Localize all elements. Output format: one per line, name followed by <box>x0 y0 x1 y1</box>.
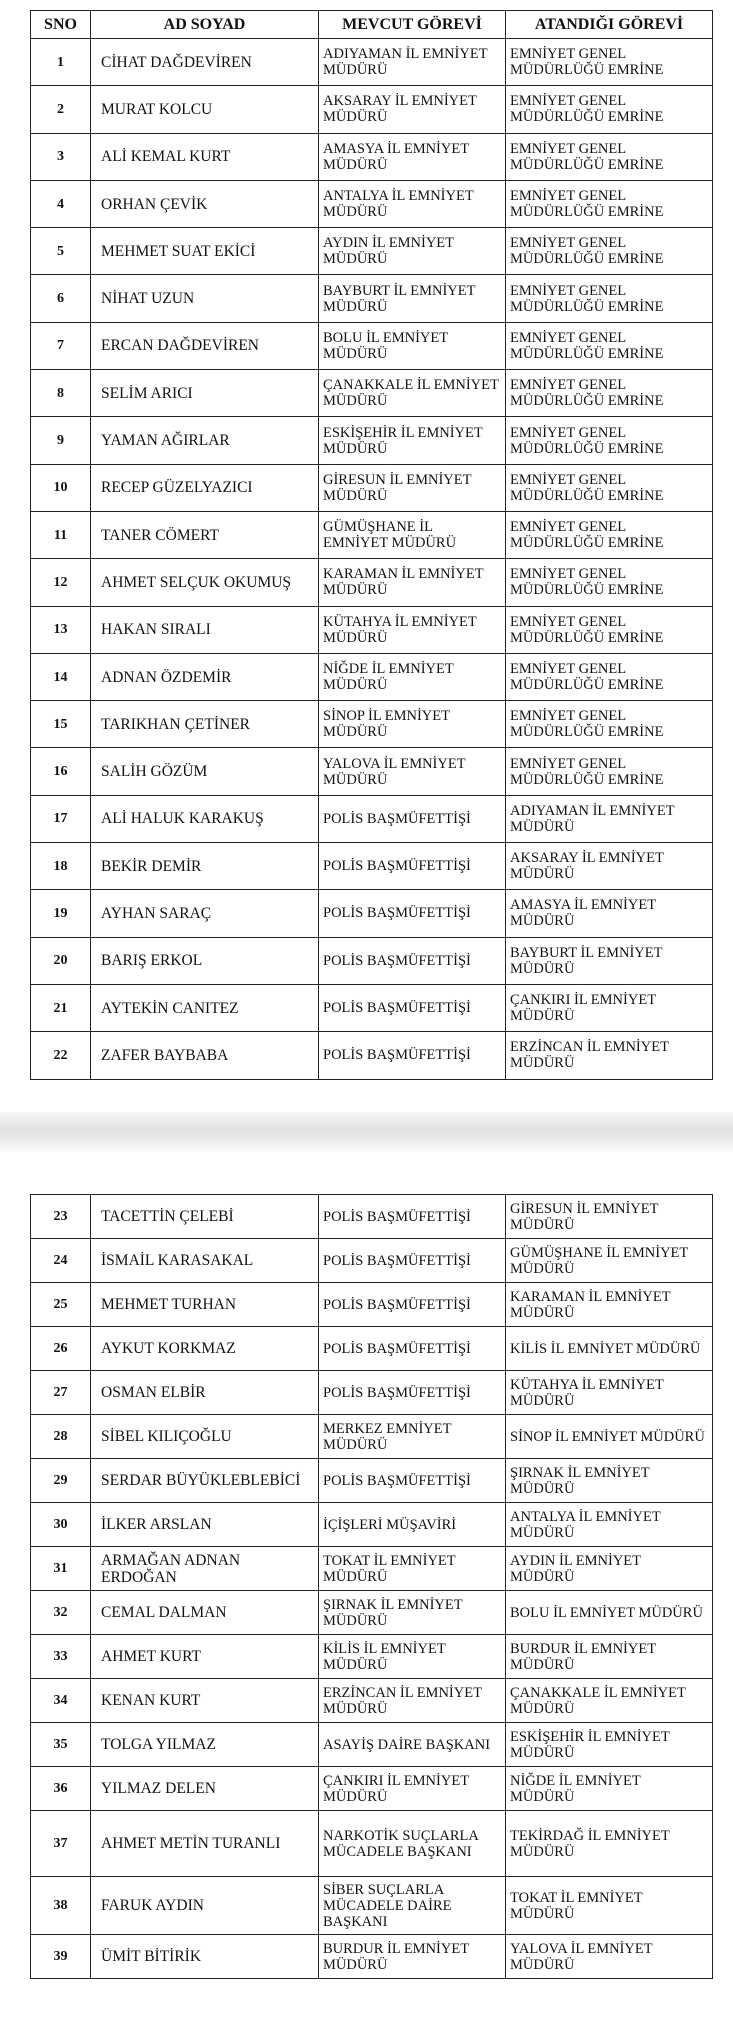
assigned-position: KİLİS İL EMNİYET MÜDÜRÜ <box>506 1327 713 1371</box>
current-position: ERZİNCAN İL EMNİYET MÜDÜRÜ <box>319 1679 506 1723</box>
current-position: BURDUR İL EMNİYET MÜDÜRÜ <box>319 1935 506 1979</box>
current-position: POLİS BAŞMÜFETTİŞİ <box>319 1327 506 1371</box>
person-name: CİHAT DAĞDEVİREN <box>91 39 319 86</box>
person-name: ALİ KEMAL KURT <box>91 133 319 180</box>
table-row <box>31 795 713 842</box>
person-name: AYHAN SARAÇ <box>91 890 319 937</box>
current-position: POLİS BAŞMÜFETTİŞİ <box>319 1283 506 1327</box>
row-number: 7 <box>31 322 91 369</box>
row-number: 21 <box>31 984 91 1031</box>
current-position: POLİS BAŞMÜFETTİŞİ <box>319 1195 506 1239</box>
assigned-position: TOKAT İL EMNİYET MÜDÜRÜ <box>506 1877 713 1935</box>
row-number: 39 <box>31 1935 91 1979</box>
person-name: OSMAN ELBİR <box>91 1371 319 1415</box>
table-row <box>31 1723 713 1767</box>
assigned-position: EMNİYET GENEL MÜDÜRLÜĞÜ EMRİNE <box>506 464 713 511</box>
assigned-position: AKSARAY İL EMNİYET MÜDÜRÜ <box>506 843 713 890</box>
assigned-position: GİRESUN İL EMNİYET MÜDÜRÜ <box>506 1195 713 1239</box>
current-position: TOKAT İL EMNİYET MÜDÜRÜ <box>319 1547 506 1591</box>
current-position: YALOVA İL EMNİYET MÜDÜRÜ <box>319 748 506 795</box>
current-position: KİLİS İL EMNİYET MÜDÜRÜ <box>319 1635 506 1679</box>
assigned-position: EMNİYET GENEL MÜDÜRLÜĞÜ EMRİNE <box>506 748 713 795</box>
current-position: ÇANAKKALE İL EMNİYET MÜDÜRÜ <box>319 370 506 417</box>
assigned-position: BOLU İL EMNİYET MÜDÜRÜ <box>506 1591 713 1635</box>
person-name: AHMET SELÇUK OKUMUŞ <box>91 559 319 606</box>
row-number: 20 <box>31 937 91 984</box>
assigned-position: BAYBURT İL EMNİYET MÜDÜRÜ <box>506 937 713 984</box>
row-number: 4 <box>31 180 91 227</box>
person-name: HAKAN SIRALI <box>91 606 319 653</box>
row-number: 11 <box>31 511 91 558</box>
person-name: BARIŞ ERKOL <box>91 937 319 984</box>
assigned-position: EMNİYET GENEL MÜDÜRLÜĞÜ EMRİNE <box>506 322 713 369</box>
current-position: POLİS BAŞMÜFETTİŞİ <box>319 984 506 1031</box>
person-name: NİHAT UZUN <box>91 275 319 322</box>
table-row <box>31 1767 713 1811</box>
table-header-row <box>31 11 713 39</box>
assigned-position: AMASYA İL EMNİYET MÜDÜRÜ <box>506 890 713 937</box>
assigned-position: ESKİŞEHİR İL EMNİYET MÜDÜRÜ <box>506 1723 713 1767</box>
assigned-position: BURDUR İL EMNİYET MÜDÜRÜ <box>506 1635 713 1679</box>
assigned-position: GÜMÜŞHANE İL EMNİYET MÜDÜRÜ <box>506 1239 713 1283</box>
row-number: 3 <box>31 133 91 180</box>
current-position: POLİS BAŞMÜFETTİŞİ <box>319 843 506 890</box>
table-row <box>31 417 713 464</box>
current-position: POLİS BAŞMÜFETTİŞİ <box>319 1239 506 1283</box>
person-name: ARMAĞAN ADNAN ERDOĞAN <box>91 1547 319 1591</box>
table-row <box>31 1283 713 1327</box>
current-position: SİBER SUÇLARLA MÜCADELE DAİRE BAŞKANI <box>319 1877 506 1935</box>
row-number: 26 <box>31 1327 91 1371</box>
person-name: MEHMET SUAT EKİCİ <box>91 228 319 275</box>
person-name: SALİH GÖZÜM <box>91 748 319 795</box>
current-position: MERKEZ EMNİYET MÜDÜRÜ <box>319 1415 506 1459</box>
person-name: MEHMET TURHAN <box>91 1283 319 1327</box>
table-row <box>31 133 713 180</box>
assigned-position: ÇANKIRI İL EMNİYET MÜDÜRÜ <box>506 984 713 1031</box>
row-number: 25 <box>31 1283 91 1327</box>
row-number: 33 <box>31 1635 91 1679</box>
row-number: 18 <box>31 843 91 890</box>
current-position: ESKİŞEHİR İL EMNİYET MÜDÜRÜ <box>319 417 506 464</box>
header-current-position: MEVCUT GÖREVİ <box>319 11 506 39</box>
table-row <box>31 1239 713 1283</box>
assigned-position: EMNİYET GENEL MÜDÜRLÜĞÜ EMRİNE <box>506 559 713 606</box>
header-assigned-position: ATANDIĞI GÖREVİ <box>506 11 713 39</box>
current-position: ADIYAMAN İL EMNİYET MÜDÜRÜ <box>319 39 506 86</box>
row-number: 1 <box>31 39 91 86</box>
person-name: SİBEL KILIÇOĞLU <box>91 1415 319 1459</box>
assigned-position: KARAMAN İL EMNİYET MÜDÜRÜ <box>506 1283 713 1327</box>
person-name: ADNAN ÖZDEMİR <box>91 653 319 700</box>
current-position: ŞIRNAK İL EMNİYET MÜDÜRÜ <box>319 1591 506 1635</box>
person-name: YAMAN AĞIRLAR <box>91 417 319 464</box>
header-name: AD SOYAD <box>91 11 319 39</box>
person-name: AYKUT KORKMAZ <box>91 1327 319 1371</box>
current-position: ÇANKIRI İL EMNİYET MÜDÜRÜ <box>319 1767 506 1811</box>
assigned-position: EMNİYET GENEL MÜDÜRLÜĞÜ EMRİNE <box>506 653 713 700</box>
table-row <box>31 1811 713 1877</box>
row-number: 9 <box>31 417 91 464</box>
row-number: 28 <box>31 1415 91 1459</box>
assigned-position: KÜTAHYA İL EMNİYET MÜDÜRÜ <box>506 1371 713 1415</box>
table-row <box>31 86 713 133</box>
assigned-position: EMNİYET GENEL MÜDÜRLÜĞÜ EMRİNE <box>506 86 713 133</box>
assigned-position: ANTALYA İL EMNİYET MÜDÜRÜ <box>506 1503 713 1547</box>
table-row <box>31 1371 713 1415</box>
row-number: 35 <box>31 1723 91 1767</box>
table-row <box>31 890 713 937</box>
row-number: 14 <box>31 653 91 700</box>
assigned-position: SİNOP İL EMNİYET MÜDÜRÜ <box>506 1415 713 1459</box>
assigned-position: NİĞDE İL EMNİYET MÜDÜRÜ <box>506 1767 713 1811</box>
person-name: ERCAN DAĞDEVİREN <box>91 322 319 369</box>
table-row <box>31 1503 713 1547</box>
row-number: 12 <box>31 559 91 606</box>
table-row <box>31 180 713 227</box>
assigned-position: EMNİYET GENEL MÜDÜRLÜĞÜ EMRİNE <box>506 511 713 558</box>
person-name: CEMAL DALMAN <box>91 1591 319 1635</box>
current-position: İÇİŞLERİ MÜŞAVİRİ <box>319 1503 506 1547</box>
table-row <box>31 653 713 700</box>
table-row <box>31 1547 713 1591</box>
row-number: 19 <box>31 890 91 937</box>
current-position: GİRESUN İL EMNİYET MÜDÜRÜ <box>319 464 506 511</box>
person-name: İSMAİL KARASAKAL <box>91 1239 319 1283</box>
assigned-position: TEKİRDAĞ İL EMNİYET MÜDÜRÜ <box>506 1811 713 1877</box>
page-separator <box>0 1112 733 1152</box>
current-position: BOLU İL EMNİYET MÜDÜRÜ <box>319 322 506 369</box>
row-number: 34 <box>31 1679 91 1723</box>
person-name: AHMET METİN TURANLI <box>91 1811 319 1877</box>
assigned-position: ERZİNCAN İL EMNİYET MÜDÜRÜ <box>506 1032 713 1079</box>
current-position: GÜMÜŞHANE İL EMNİYET MÜDÜRÜ <box>319 511 506 558</box>
person-name: İLKER ARSLAN <box>91 1503 319 1547</box>
assigned-position: EMNİYET GENEL MÜDÜRLÜĞÜ EMRİNE <box>506 701 713 748</box>
person-name: FARUK AYDIN <box>91 1877 319 1935</box>
current-position: NARKOTİK SUÇLARLA MÜCADELE BAŞKANI <box>319 1811 506 1877</box>
row-number: 37 <box>31 1811 91 1877</box>
assigned-position: YALOVA İL EMNİYET MÜDÜRÜ <box>506 1935 713 1979</box>
table-row <box>31 511 713 558</box>
person-name: RECEP GÜZELYAZICI <box>91 464 319 511</box>
assigned-position: EMNİYET GENEL MÜDÜRLÜĞÜ EMRİNE <box>506 606 713 653</box>
current-position: POLİS BAŞMÜFETTİŞİ <box>319 1459 506 1503</box>
row-number: 27 <box>31 1371 91 1415</box>
table-row <box>31 1327 713 1371</box>
row-number: 31 <box>31 1547 91 1591</box>
row-number: 24 <box>31 1239 91 1283</box>
person-name: ZAFER BAYBABA <box>91 1032 319 1079</box>
person-name: TOLGA YILMAZ <box>91 1723 319 1767</box>
table-row <box>31 370 713 417</box>
current-position: KARAMAN İL EMNİYET MÜDÜRÜ <box>319 559 506 606</box>
current-position: KÜTAHYA İL EMNİYET MÜDÜRÜ <box>319 606 506 653</box>
assigned-position: EMNİYET GENEL MÜDÜRLÜĞÜ EMRİNE <box>506 275 713 322</box>
current-position: POLİS BAŞMÜFETTİŞİ <box>319 1371 506 1415</box>
table-row <box>31 843 713 890</box>
table-row <box>31 606 713 653</box>
table-row <box>31 1415 713 1459</box>
person-name: ÜMİT BİTİRİK <box>91 1935 319 1979</box>
person-name: MURAT KOLCU <box>91 86 319 133</box>
row-number: 38 <box>31 1877 91 1935</box>
row-number: 10 <box>31 464 91 511</box>
assigned-position: EMNİYET GENEL MÜDÜRLÜĞÜ EMRİNE <box>506 180 713 227</box>
person-name: TACETTİN ÇELEBİ <box>91 1195 319 1239</box>
table-row <box>31 1032 713 1079</box>
current-position: ANTALYA İL EMNİYET MÜDÜRÜ <box>319 180 506 227</box>
current-position: POLİS BAŞMÜFETTİŞİ <box>319 795 506 842</box>
current-position: SİNOP İL EMNİYET MÜDÜRÜ <box>319 701 506 748</box>
assigned-position: EMNİYET GENEL MÜDÜRLÜĞÜ EMRİNE <box>506 133 713 180</box>
current-position: AMASYA İL EMNİYET MÜDÜRÜ <box>319 133 506 180</box>
person-name: KENAN KURT <box>91 1679 319 1723</box>
current-position: NİĞDE İL EMNİYET MÜDÜRÜ <box>319 653 506 700</box>
assigned-position: EMNİYET GENEL MÜDÜRLÜĞÜ EMRİNE <box>506 370 713 417</box>
table-row <box>31 1635 713 1679</box>
appointments-table-page-1 <box>30 10 713 1080</box>
row-number: 16 <box>31 748 91 795</box>
assigned-position: ADIYAMAN İL EMNİYET MÜDÜRÜ <box>506 795 713 842</box>
row-number: 5 <box>31 228 91 275</box>
assigned-position: EMNİYET GENEL MÜDÜRLÜĞÜ EMRİNE <box>506 228 713 275</box>
row-number: 22 <box>31 1032 91 1079</box>
table-row <box>31 1459 713 1503</box>
table-row <box>31 1877 713 1935</box>
assigned-position: EMNİYET GENEL MÜDÜRLÜĞÜ EMRİNE <box>506 417 713 464</box>
person-name: ORHAN ÇEVİK <box>91 180 319 227</box>
current-position: POLİS BAŞMÜFETTİŞİ <box>319 890 506 937</box>
table-row <box>31 228 713 275</box>
row-number: 13 <box>31 606 91 653</box>
person-name: SELİM ARICI <box>91 370 319 417</box>
table-row <box>31 1591 713 1635</box>
row-number: 29 <box>31 1459 91 1503</box>
person-name: ALİ HALUK KARAKUŞ <box>91 795 319 842</box>
person-name: TANER CÖMERT <box>91 511 319 558</box>
row-number: 23 <box>31 1195 91 1239</box>
table-row <box>31 748 713 795</box>
person-name: AYTEKİN CANITEZ <box>91 984 319 1031</box>
row-number: 17 <box>31 795 91 842</box>
row-number: 6 <box>31 275 91 322</box>
table-row <box>31 275 713 322</box>
table-row <box>31 1935 713 1979</box>
current-position: AYDIN İL EMNİYET MÜDÜRÜ <box>319 228 506 275</box>
current-position: ASAYİŞ DAİRE BAŞKANI <box>319 1723 506 1767</box>
row-number: 8 <box>31 370 91 417</box>
header-sno: SNO <box>31 11 91 39</box>
assigned-position: ÇANAKKALE İL EMNİYET MÜDÜRÜ <box>506 1679 713 1723</box>
row-number: 36 <box>31 1767 91 1811</box>
table-row <box>31 1195 713 1239</box>
person-name: AHMET KURT <box>91 1635 319 1679</box>
row-number: 15 <box>31 701 91 748</box>
assigned-position: AYDIN İL EMNİYET MÜDÜRÜ <box>506 1547 713 1591</box>
current-position: POLİS BAŞMÜFETTİŞİ <box>319 937 506 984</box>
table-row <box>31 322 713 369</box>
current-position: BAYBURT İL EMNİYET MÜDÜRÜ <box>319 275 506 322</box>
row-number: 2 <box>31 86 91 133</box>
row-number: 30 <box>31 1503 91 1547</box>
person-name: TARIKHAN ÇETİNER <box>91 701 319 748</box>
row-number: 32 <box>31 1591 91 1635</box>
table-row <box>31 984 713 1031</box>
table-row <box>31 39 713 86</box>
table-row <box>31 937 713 984</box>
current-position: POLİS BAŞMÜFETTİŞİ <box>319 1032 506 1079</box>
assigned-position: ŞIRNAK İL EMNİYET MÜDÜRÜ <box>506 1459 713 1503</box>
table-row <box>31 701 713 748</box>
person-name: YILMAZ DELEN <box>91 1767 319 1811</box>
document-page-2 <box>0 1152 733 2028</box>
appointments-table-page-2 <box>30 1194 713 1979</box>
person-name: SERDAR BÜYÜKLEBLEBİCİ <box>91 1459 319 1503</box>
person-name: BEKİR DEMİR <box>91 843 319 890</box>
current-position: AKSARAY İL EMNİYET MÜDÜRÜ <box>319 86 506 133</box>
assigned-position: EMNİYET GENEL MÜDÜRLÜĞÜ EMRİNE <box>506 39 713 86</box>
table-row <box>31 559 713 606</box>
table-row <box>31 464 713 511</box>
table-row <box>31 1679 713 1723</box>
